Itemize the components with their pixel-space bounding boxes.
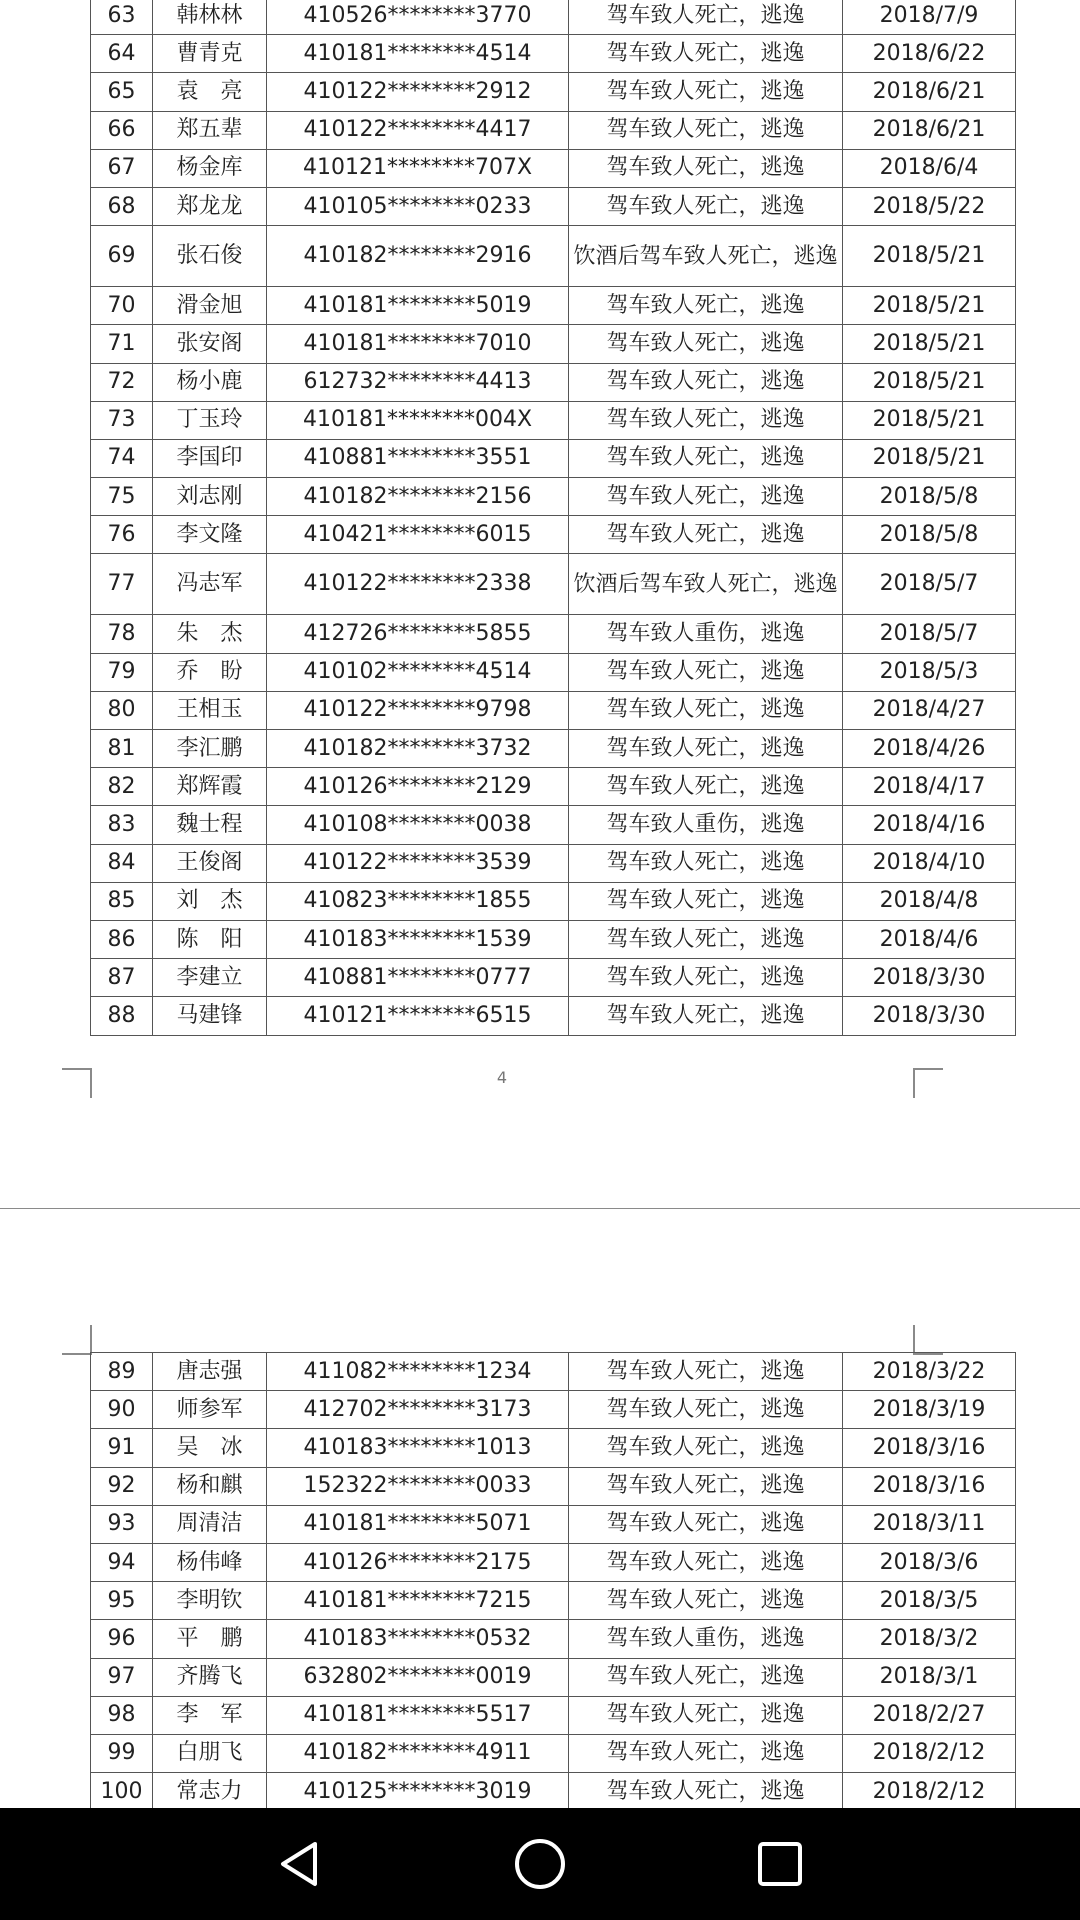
table-row <box>91 287 1016 325</box>
offense-date: 2018/3/19 <box>843 1391 1016 1429</box>
table-row <box>91 111 1016 149</box>
id-number: 410102********4514 <box>267 653 569 691</box>
row-number: 73 <box>91 401 153 439</box>
table-row <box>91 920 1016 958</box>
person-name: 李国印 <box>153 439 267 477</box>
id-number: 410181********5517 <box>267 1696 569 1734</box>
offense-date: 2018/5/21 <box>843 325 1016 363</box>
offense-reason: 驾车致人死亡，逃逸 <box>569 1353 843 1391</box>
table-row <box>91 1620 1016 1658</box>
row-number: 88 <box>91 997 153 1035</box>
offense-reason: 驾车致人死亡，逃逸 <box>569 653 843 691</box>
row-number: 92 <box>91 1467 153 1505</box>
offense-date: 2018/3/6 <box>843 1543 1016 1581</box>
person-name: 李明钦 <box>153 1582 267 1620</box>
offense-date: 2018/2/27 <box>843 1696 1016 1734</box>
offense-reason: 驾车致人重伤，逃逸 <box>569 615 843 653</box>
home-button[interactable] <box>470 1808 610 1920</box>
row-number: 76 <box>91 516 153 554</box>
system-navigation-bar <box>0 1808 1080 1920</box>
offense-date: 2018/5/21 <box>843 439 1016 477</box>
offense-reason: 驾车致人死亡，逃逸 <box>569 73 843 111</box>
table-row <box>91 615 1016 653</box>
person-name: 师参军 <box>153 1391 267 1429</box>
offense-reason: 驾车致人死亡，逃逸 <box>569 959 843 997</box>
offense-date: 2018/3/30 <box>843 997 1016 1035</box>
table-row <box>91 516 1016 554</box>
offense-date: 2018/3/30 <box>843 959 1016 997</box>
offense-reason: 驾车致人死亡，逃逸 <box>569 401 843 439</box>
id-number: 410181********5071 <box>267 1505 569 1543</box>
id-number: 410121********6515 <box>267 997 569 1035</box>
row-number: 79 <box>91 653 153 691</box>
offense-reason: 驾车致人死亡，逃逸 <box>569 882 843 920</box>
row-number: 85 <box>91 882 153 920</box>
offense-reason: 驾车致人死亡，逃逸 <box>569 111 843 149</box>
offense-reason: 驾车致人死亡，逃逸 <box>569 363 843 401</box>
row-number: 83 <box>91 806 153 844</box>
id-number: 410183********1013 <box>267 1429 569 1467</box>
id-number: 410526********3770 <box>267 0 569 35</box>
offense-date: 2018/6/4 <box>843 149 1016 187</box>
id-number: 410126********2175 <box>267 1543 569 1581</box>
table-row <box>91 882 1016 920</box>
offense-reason: 驾车致人重伤，逃逸 <box>569 1620 843 1658</box>
row-number: 96 <box>91 1620 153 1658</box>
table-row <box>91 1353 1016 1391</box>
person-name: 常志力 <box>153 1773 267 1811</box>
offense-reason: 驾车致人死亡，逃逸 <box>569 1429 843 1467</box>
row-number: 75 <box>91 478 153 516</box>
offense-reason: 驾车致人死亡，逃逸 <box>569 997 843 1035</box>
table-row <box>91 363 1016 401</box>
offense-date: 2018/3/5 <box>843 1582 1016 1620</box>
table-row <box>91 478 1016 516</box>
row-number: 87 <box>91 959 153 997</box>
row-number: 89 <box>91 1353 153 1391</box>
person-name: 李 军 <box>153 1696 267 1734</box>
person-name: 张石俊 <box>153 226 267 287</box>
offense-date: 2018/5/8 <box>843 516 1016 554</box>
id-number: 410125********3019 <box>267 1773 569 1811</box>
offense-date: 2018/2/12 <box>843 1773 1016 1811</box>
offense-reason: 驾车致人死亡，逃逸 <box>569 1658 843 1696</box>
row-number: 68 <box>91 187 153 225</box>
id-number: 410181********004X <box>267 401 569 439</box>
table-row <box>91 653 1016 691</box>
id-number: 632802********0019 <box>267 1658 569 1696</box>
person-name: 朱 杰 <box>153 615 267 653</box>
row-number: 72 <box>91 363 153 401</box>
row-number: 100 <box>91 1773 153 1811</box>
offense-reason: 驾车致人死亡，逃逸 <box>569 1391 843 1429</box>
row-number: 80 <box>91 691 153 729</box>
row-number: 99 <box>91 1734 153 1772</box>
offense-date: 2018/4/6 <box>843 920 1016 958</box>
offense-date: 2018/6/21 <box>843 111 1016 149</box>
row-number: 65 <box>91 73 153 111</box>
offense-date: 2018/4/26 <box>843 730 1016 768</box>
id-number: 410823********1855 <box>267 882 569 920</box>
person-name: 马建锋 <box>153 997 267 1035</box>
offense-date: 2018/3/11 <box>843 1505 1016 1543</box>
table-row <box>91 844 1016 882</box>
row-number: 66 <box>91 111 153 149</box>
id-number: 410181********7215 <box>267 1582 569 1620</box>
offense-date: 2018/5/21 <box>843 226 1016 287</box>
person-name: 王相玉 <box>153 691 267 729</box>
page-corner-mark <box>913 1325 943 1355</box>
id-number: 410182********3732 <box>267 730 569 768</box>
row-number: 69 <box>91 226 153 287</box>
offense-reason: 驾车致人死亡，逃逸 <box>569 149 843 187</box>
offense-reason: 驾车致人死亡，逃逸 <box>569 1773 843 1811</box>
row-number: 64 <box>91 35 153 73</box>
table-row <box>91 1505 1016 1543</box>
person-name: 吴 冰 <box>153 1429 267 1467</box>
id-number: 410122********4417 <box>267 111 569 149</box>
page-corner-mark <box>62 1325 92 1355</box>
id-number: 410122********2912 <box>267 73 569 111</box>
id-number: 410182********4911 <box>267 1734 569 1772</box>
person-name: 平 鹏 <box>153 1620 267 1658</box>
offense-reason: 驾车致人死亡，逃逸 <box>569 1467 843 1505</box>
offense-reason: 驾车致人死亡，逃逸 <box>569 516 843 554</box>
row-number: 70 <box>91 287 153 325</box>
table-row <box>91 997 1016 1035</box>
person-name: 唐志强 <box>153 1353 267 1391</box>
person-name: 丁玉玲 <box>153 401 267 439</box>
id-number: 410182********2156 <box>267 478 569 516</box>
offense-date: 2018/4/27 <box>843 691 1016 729</box>
offense-reason: 驾车致人死亡，逃逸 <box>569 691 843 729</box>
offense-date: 2018/5/8 <box>843 478 1016 516</box>
row-number: 63 <box>91 0 153 35</box>
table-row <box>91 73 1016 111</box>
offense-date: 2018/5/21 <box>843 363 1016 401</box>
table-row <box>91 1696 1016 1734</box>
id-number: 412702********3173 <box>267 1391 569 1429</box>
offense-reason: 驾车致人死亡，逃逸 <box>569 844 843 882</box>
person-name: 杨伟峰 <box>153 1543 267 1581</box>
offense-date: 2018/5/21 <box>843 401 1016 439</box>
table-row <box>91 1429 1016 1467</box>
id-number: 410122********9798 <box>267 691 569 729</box>
person-name: 张安阁 <box>153 325 267 363</box>
offense-date: 2018/3/1 <box>843 1658 1016 1696</box>
row-number: 71 <box>91 325 153 363</box>
row-number: 97 <box>91 1658 153 1696</box>
id-number: 410181********5019 <box>267 287 569 325</box>
row-number: 81 <box>91 730 153 768</box>
person-name: 齐腾飞 <box>153 1658 267 1696</box>
row-number: 94 <box>91 1543 153 1581</box>
row-number: 98 <box>91 1696 153 1734</box>
person-name: 刘 杰 <box>153 882 267 920</box>
row-number: 78 <box>91 615 153 653</box>
offense-reason: 饮酒后驾车致人死亡，逃逸 <box>569 554 843 615</box>
table-row <box>91 439 1016 477</box>
row-number: 67 <box>91 149 153 187</box>
offense-date: 2018/2/12 <box>843 1734 1016 1772</box>
offense-reason: 驾车致人死亡，逃逸 <box>569 439 843 477</box>
offense-date: 2018/5/3 <box>843 653 1016 691</box>
person-name: 王俊阁 <box>153 844 267 882</box>
recent-apps-button[interactable] <box>710 1808 850 1920</box>
fugitive-table-page-4 <box>90 0 1016 1036</box>
id-number: 410181********7010 <box>267 325 569 363</box>
person-name: 韩林林 <box>153 0 267 35</box>
person-name: 冯志军 <box>153 554 267 615</box>
table-row <box>91 325 1016 363</box>
offense-reason: 驾车致人死亡，逃逸 <box>569 0 843 35</box>
offense-date: 2018/4/16 <box>843 806 1016 844</box>
id-number: 410881********0777 <box>267 959 569 997</box>
person-name: 李建立 <box>153 959 267 997</box>
table-row <box>91 1582 1016 1620</box>
offense-date: 2018/6/21 <box>843 73 1016 111</box>
offense-date: 2018/4/17 <box>843 768 1016 806</box>
offense-date: 2018/3/22 <box>843 1353 1016 1391</box>
person-name: 杨和麒 <box>153 1467 267 1505</box>
table-row <box>91 149 1016 187</box>
offense-date: 2018/4/10 <box>843 844 1016 882</box>
person-name: 陈 阳 <box>153 920 267 958</box>
row-number: 91 <box>91 1429 153 1467</box>
person-name: 曹青克 <box>153 35 267 73</box>
table-row <box>91 1658 1016 1696</box>
person-name: 郑五辈 <box>153 111 267 149</box>
row-number: 86 <box>91 920 153 958</box>
table-row <box>91 554 1016 615</box>
offense-reason: 驾车致人死亡，逃逸 <box>569 920 843 958</box>
table-row <box>91 0 1016 35</box>
id-number: 410881********3551 <box>267 439 569 477</box>
offense-date: 2018/5/7 <box>843 554 1016 615</box>
offense-reason: 驾车致人死亡，逃逸 <box>569 1543 843 1581</box>
table-row <box>91 959 1016 997</box>
square-recent-icon <box>755 1839 805 1889</box>
table-row <box>91 1467 1016 1505</box>
page-number: 4 <box>496 1068 508 1087</box>
person-name: 袁 亮 <box>153 73 267 111</box>
person-name: 杨小鹿 <box>153 363 267 401</box>
id-number: 410421********6015 <box>267 516 569 554</box>
row-number: 84 <box>91 844 153 882</box>
id-number: 410121********707X <box>267 149 569 187</box>
offense-date: 2018/3/16 <box>843 1467 1016 1505</box>
offense-reason: 驾车致人死亡，逃逸 <box>569 768 843 806</box>
offense-reason: 驾车致人死亡，逃逸 <box>569 35 843 73</box>
offense-date: 2018/5/7 <box>843 615 1016 653</box>
row-number: 77 <box>91 554 153 615</box>
offense-reason: 驾车致人死亡，逃逸 <box>569 478 843 516</box>
person-name: 白朋飞 <box>153 1734 267 1772</box>
table-row <box>91 1734 1016 1772</box>
offense-reason: 驾车致人死亡，逃逸 <box>569 1696 843 1734</box>
fugitive-table-page-5 <box>90 1352 1016 1811</box>
person-name: 郑辉霞 <box>153 768 267 806</box>
id-number: 410122********2338 <box>267 554 569 615</box>
page-divider <box>0 1208 1080 1209</box>
id-number: 410182********2916 <box>267 226 569 287</box>
table-row <box>91 1773 1016 1811</box>
person-name: 李汇鹏 <box>153 730 267 768</box>
id-number: 410181********4514 <box>267 35 569 73</box>
table-row <box>91 806 1016 844</box>
offense-date: 2018/3/2 <box>843 1620 1016 1658</box>
id-number: 410183********1539 <box>267 920 569 958</box>
table-row <box>91 691 1016 729</box>
person-name: 周清洁 <box>153 1505 267 1543</box>
offense-reason: 驾车致人死亡，逃逸 <box>569 187 843 225</box>
table-row <box>91 768 1016 806</box>
table-row <box>91 187 1016 225</box>
id-number: 412726********5855 <box>267 615 569 653</box>
offense-reason: 驾车致人死亡，逃逸 <box>569 1734 843 1772</box>
triangle-back-icon <box>275 1839 325 1889</box>
table-row <box>91 1543 1016 1581</box>
id-number: 152322********0033 <box>267 1467 569 1505</box>
id-number: 410126********2129 <box>267 768 569 806</box>
id-number: 410105********0233 <box>267 187 569 225</box>
person-name: 李文隆 <box>153 516 267 554</box>
offense-date: 2018/4/8 <box>843 882 1016 920</box>
offense-reason: 驾车致人死亡，逃逸 <box>569 730 843 768</box>
circle-home-icon <box>513 1837 567 1891</box>
person-name: 郑龙龙 <box>153 187 267 225</box>
offense-date: 2018/5/21 <box>843 287 1016 325</box>
row-number: 82 <box>91 768 153 806</box>
table-row <box>91 35 1016 73</box>
offense-date: 2018/7/9 <box>843 0 1016 35</box>
table-row <box>91 401 1016 439</box>
row-number: 95 <box>91 1582 153 1620</box>
person-name: 魏士程 <box>153 806 267 844</box>
person-name: 杨金库 <box>153 149 267 187</box>
offense-date: 2018/3/16 <box>843 1429 1016 1467</box>
id-number: 410108********0038 <box>267 806 569 844</box>
offense-reason: 驾车致人死亡，逃逸 <box>569 325 843 363</box>
id-number: 612732********4413 <box>267 363 569 401</box>
row-number: 90 <box>91 1391 153 1429</box>
offense-reason: 驾车致人死亡，逃逸 <box>569 287 843 325</box>
id-number: 410122********3539 <box>267 844 569 882</box>
table-row <box>91 730 1016 768</box>
offense-reason: 饮酒后驾车致人死亡，逃逸 <box>569 226 843 287</box>
offense-reason: 驾车致人死亡，逃逸 <box>569 1582 843 1620</box>
offense-reason: 驾车致人死亡，逃逸 <box>569 1505 843 1543</box>
table-row <box>91 226 1016 287</box>
offense-date: 2018/5/22 <box>843 187 1016 225</box>
offense-date: 2018/6/22 <box>843 35 1016 73</box>
person-name: 滑金旭 <box>153 287 267 325</box>
id-number: 411082********1234 <box>267 1353 569 1391</box>
back-button[interactable] <box>230 1808 370 1920</box>
row-number: 93 <box>91 1505 153 1543</box>
id-number: 410183********0532 <box>267 1620 569 1658</box>
person-name: 刘志刚 <box>153 478 267 516</box>
table-row <box>91 1391 1016 1429</box>
row-number: 74 <box>91 439 153 477</box>
offense-reason: 驾车致人重伤，逃逸 <box>569 806 843 844</box>
person-name: 乔 盼 <box>153 653 267 691</box>
